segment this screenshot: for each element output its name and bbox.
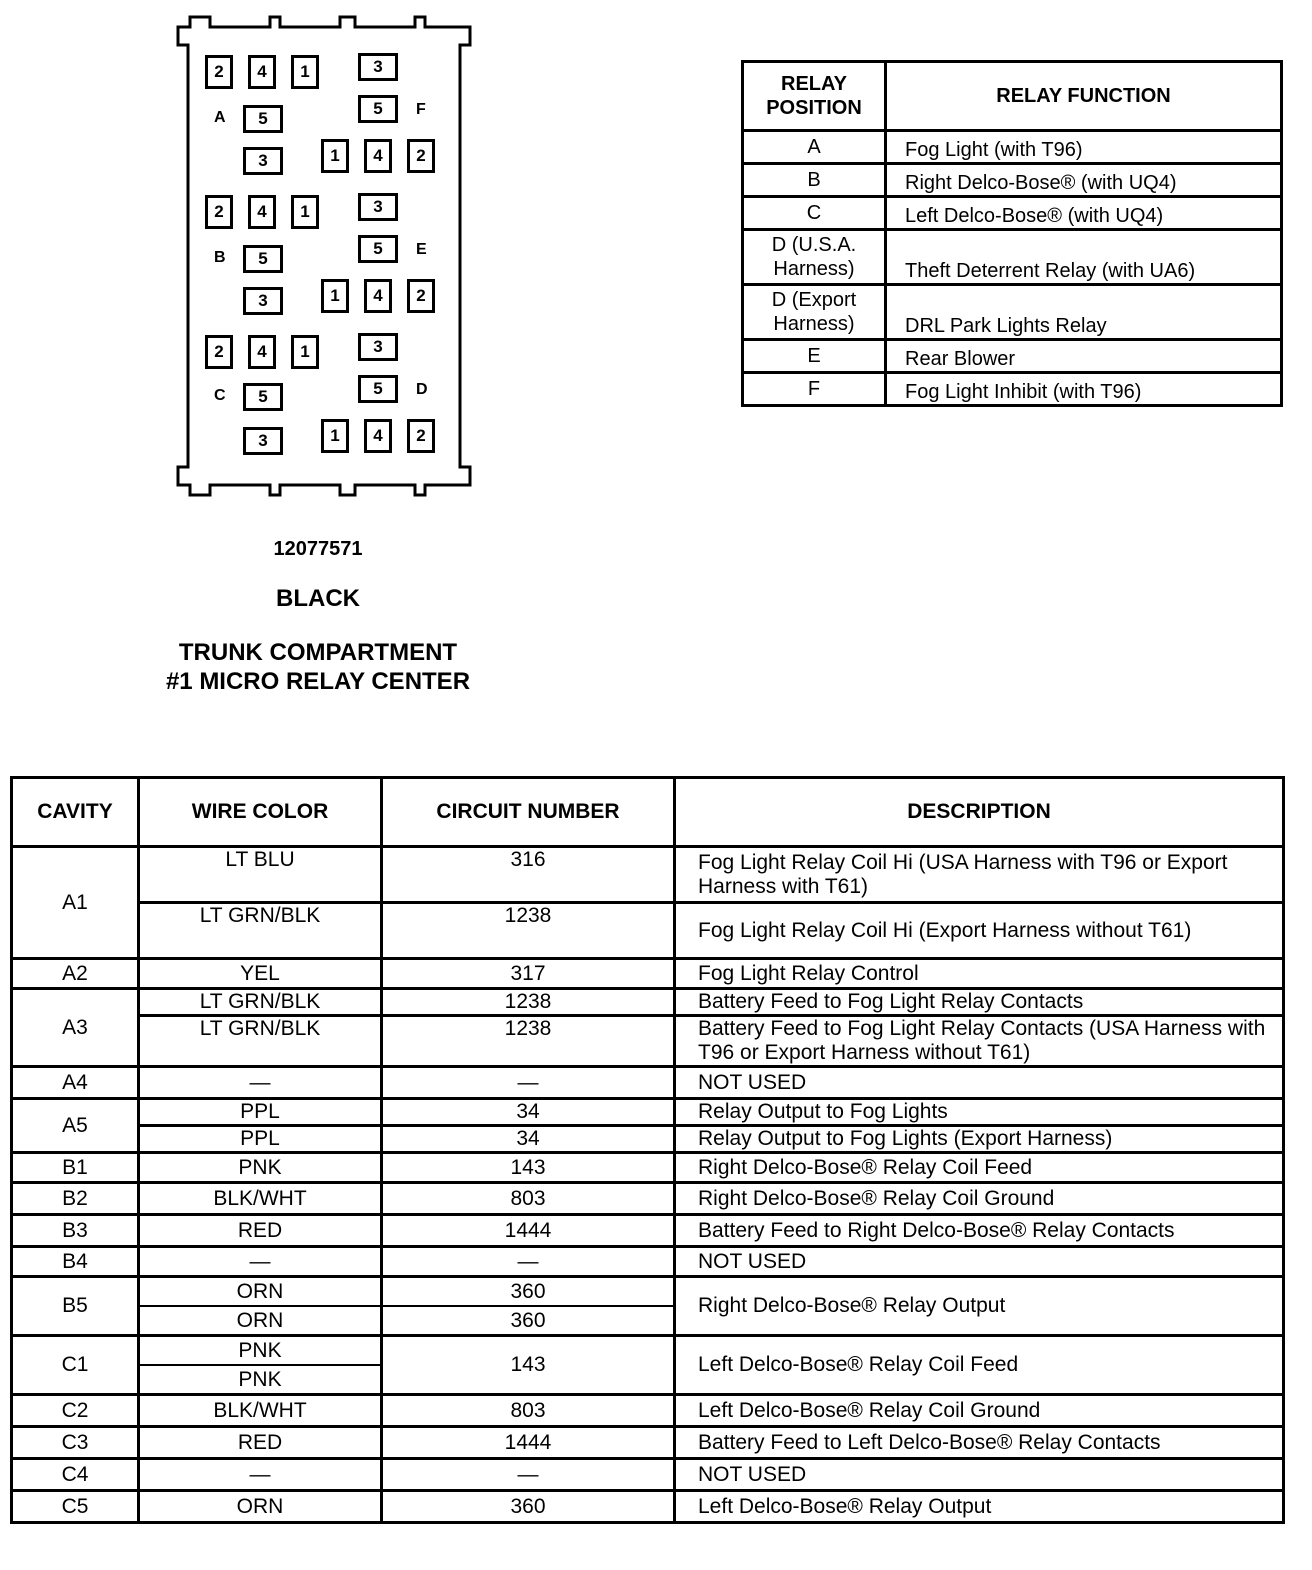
cavity-id: B5 (12, 1277, 139, 1336)
relay-function: DRL Park Lights Relay (886, 285, 1282, 340)
position-label-f: F (416, 101, 426, 118)
relay-position-header: RELAY POSITION (743, 62, 886, 131)
terminal-a-5: 5 (243, 105, 283, 133)
cavity-id: C4 (12, 1459, 139, 1491)
circuit-number-header: CIRCUIT NUMBER (382, 778, 675, 847)
table-row (12, 1183, 1284, 1215)
table-row (12, 1067, 1284, 1099)
cavity-id: A5 (12, 1099, 139, 1153)
table-row (12, 1247, 1284, 1277)
relay-function-header: RELAY FUNCTION (886, 62, 1282, 131)
relay-position: F (743, 373, 886, 406)
cavity-id: B2 (12, 1183, 139, 1215)
cavity-id: C5 (12, 1491, 139, 1523)
description: Battery Feed to Fog Light Relay Contacts (USA Harness with T96 or Export Harness without T61) (675, 1016, 1284, 1067)
table-row (743, 285, 1282, 340)
circuit-number: 360 (510, 1309, 546, 1332)
description: NOT USED (675, 1459, 1284, 1491)
table-row (12, 1153, 1284, 1183)
table-row (12, 1459, 1284, 1491)
wire-color: BLK/WHT (139, 1395, 382, 1427)
position-label-c: C (214, 387, 226, 404)
description-header: DESCRIPTION (675, 778, 1284, 847)
relay-function: Fog Light Inhibit (with T96) (886, 373, 1282, 406)
description: NOT USED (675, 1067, 1284, 1099)
terminal-e-2: 2 (407, 279, 435, 313)
circuit-number: 143 (382, 1153, 675, 1183)
table-row (12, 959, 1284, 989)
diagram-title-line2: #1 MICRO RELAY CENTER (165, 668, 471, 695)
table-row (743, 340, 1282, 373)
description: NOT USED (675, 1247, 1284, 1277)
wire-color: PNK (238, 1368, 282, 1391)
relay-center-diagram (170, 5, 480, 505)
terminal-c-4: 4 (248, 335, 276, 369)
relay-position: B (743, 164, 886, 197)
circuit-number: 1238 (382, 1016, 675, 1067)
table-row (12, 1126, 1284, 1153)
wire-color: — (139, 1459, 382, 1491)
terminal-d-4: 4 (364, 419, 392, 453)
description: Fog Light Relay Control (675, 959, 1284, 989)
wire-color: YEL (139, 959, 382, 989)
terminal-c-5: 5 (243, 383, 283, 411)
circuit-number: — (382, 1247, 675, 1277)
circuit-number: 1444 (382, 1215, 675, 1247)
relay-function: Fog Light (with T96) (886, 131, 1282, 164)
wire-color-cell (139, 1277, 382, 1336)
wire-color: ORN (139, 1491, 382, 1523)
relay-function: Rear Blower (886, 340, 1282, 373)
cavity-id: C2 (12, 1395, 139, 1427)
terminal-b-4: 4 (248, 195, 276, 229)
terminal-a-3: 3 (243, 147, 283, 175)
table-row (12, 1215, 1284, 1247)
terminal-a-2: 2 (205, 55, 233, 89)
table-row (12, 1395, 1284, 1427)
relay-function: Theft Deterrent Relay (with UA6) (886, 230, 1282, 285)
relay-position: C (743, 197, 886, 230)
wire-color: PNK (139, 1153, 382, 1183)
cavity-table (10, 776, 1285, 1524)
description: Relay Output to Fog Lights (Export Harness) (675, 1126, 1284, 1153)
terminal-d-3: 3 (358, 333, 398, 361)
position-label-a: A (214, 109, 226, 126)
terminal-e-5: 5 (358, 235, 398, 263)
terminal-a-4: 4 (248, 55, 276, 89)
table-row (743, 197, 1282, 230)
cavity-id: A3 (12, 989, 139, 1067)
cavity-id: C3 (12, 1427, 139, 1459)
table-row (743, 230, 1282, 285)
description: Fog Light Relay Coil Hi (Export Harness without T61) (675, 903, 1284, 959)
relay-position: D (U.S.A. Harness) (743, 230, 886, 285)
relay-function: Right Delco-Bose® (with UQ4) (886, 164, 1282, 197)
circuit-number: 360 (382, 1491, 675, 1523)
description: Fog Light Relay Coil Hi (USA Harness with T96 or Export Harness with T61) (675, 847, 1284, 903)
relay-position: D (Export Harness) (743, 285, 886, 340)
cavity-header: CAVITY (12, 778, 139, 847)
position-label-b: B (214, 249, 226, 266)
table-row (12, 1016, 1284, 1067)
description: Right Delco-Bose® Relay Coil Ground (675, 1183, 1284, 1215)
description: Battery Feed to Left Delco-Bose® Relay Contacts (675, 1427, 1284, 1459)
table-row (12, 989, 1284, 1016)
terminal-f-1: 1 (321, 139, 349, 173)
circuit-number: — (382, 1459, 675, 1491)
wire-color-cell (139, 1336, 382, 1395)
terminal-c-2: 2 (205, 335, 233, 369)
wire-color: LT GRN/BLK (139, 903, 382, 959)
table-row (12, 1336, 1284, 1395)
relay-position: A (743, 131, 886, 164)
terminal-f-5: 5 (358, 95, 398, 123)
cavity-id: B1 (12, 1153, 139, 1183)
wire-color: ORN (140, 1278, 380, 1307)
description: Left Delco-Bose® Relay Coil Feed (675, 1336, 1284, 1395)
terminal-a-1: 1 (291, 55, 319, 89)
terminal-e-4: 4 (364, 279, 392, 313)
terminal-b-5: 5 (243, 245, 283, 273)
cavity-id: B3 (12, 1215, 139, 1247)
terminal-f-4: 4 (364, 139, 392, 173)
circuit-number: 34 (382, 1099, 675, 1126)
wire-color: LT BLU (139, 847, 382, 903)
table-row (12, 1491, 1284, 1523)
position-label-d: D (416, 381, 428, 398)
table-row (743, 131, 1282, 164)
terminal-e-1: 1 (321, 279, 349, 313)
terminal-b-2: 2 (205, 195, 233, 229)
circuit-number: 1238 (382, 989, 675, 1016)
table-row (12, 903, 1284, 959)
terminal-f-2: 2 (407, 139, 435, 173)
wire-color: — (139, 1247, 382, 1277)
description: Left Delco-Bose® Relay Output (675, 1491, 1284, 1523)
description: Battery Feed to Fog Light Relay Contacts (675, 989, 1284, 1016)
table-row (12, 1099, 1284, 1126)
terminal-e-3: 3 (358, 193, 398, 221)
description: Right Delco-Bose® Relay Coil Feed (675, 1153, 1284, 1183)
circuit-number: 317 (382, 959, 675, 989)
circuit-number: 803 (382, 1183, 675, 1215)
wire-color-header: WIRE COLOR (139, 778, 382, 847)
circuit-number: 34 (382, 1126, 675, 1153)
terminal-f-3: 3 (358, 53, 398, 81)
table-row (743, 373, 1282, 406)
table-row (12, 1427, 1284, 1459)
diagram-title (118, 638, 518, 696)
circuit-number: 1238 (382, 903, 675, 959)
diagram-title-line1: TRUNK COMPARTMENT (178, 639, 458, 666)
wire-color: RED (139, 1427, 382, 1459)
circuit-number: 1444 (382, 1427, 675, 1459)
description: Relay Output to Fog Lights (675, 1099, 1284, 1126)
terminal-b-3: 3 (243, 287, 283, 315)
description: Left Delco-Bose® Relay Coil Ground (675, 1395, 1284, 1427)
terminal-c-3: 3 (243, 427, 283, 455)
relay-position: E (743, 340, 886, 373)
wire-color: — (139, 1067, 382, 1099)
cavity-id: A2 (12, 959, 139, 989)
circuit-number: 143 (382, 1336, 675, 1395)
part-number: 12077571 (273, 538, 363, 560)
circuit-number: 360 (383, 1278, 673, 1307)
cavity-id: C1 (12, 1336, 139, 1395)
table-row (12, 847, 1284, 903)
wire-color: ORN (236, 1309, 284, 1332)
circuit-number-cell (382, 1277, 675, 1336)
description: Right Delco-Bose® Relay Output (675, 1277, 1284, 1336)
terminal-c-1: 1 (291, 335, 319, 369)
wire-color: RED (139, 1215, 382, 1247)
cavity-id: B4 (12, 1247, 139, 1277)
circuit-number: — (382, 1067, 675, 1099)
terminal-b-1: 1 (291, 195, 319, 229)
cavity-id: A4 (12, 1067, 139, 1099)
connector-color: BLACK (276, 585, 360, 612)
table-row (743, 164, 1282, 197)
position-label-e: E (416, 241, 427, 258)
description: Battery Feed to Right Delco-Bose® Relay Contacts (675, 1215, 1284, 1247)
cavity-id: A1 (12, 847, 139, 959)
terminal-d-1: 1 (321, 419, 349, 453)
wire-color: BLK/WHT (139, 1183, 382, 1215)
terminal-d-5: 5 (358, 375, 398, 403)
wire-color: PNK (140, 1337, 380, 1366)
terminal-d-2: 2 (407, 419, 435, 453)
wire-color: LT GRN/BLK (139, 1016, 382, 1067)
wire-color: LT GRN/BLK (139, 989, 382, 1016)
wire-color: PPL (139, 1126, 382, 1153)
table-row (12, 1277, 1284, 1336)
circuit-number: 803 (382, 1395, 675, 1427)
relay-function: Left Delco-Bose® (with UQ4) (886, 197, 1282, 230)
wire-color: PPL (139, 1099, 382, 1126)
relay-function-table (741, 60, 1283, 407)
circuit-number: 316 (382, 847, 675, 903)
